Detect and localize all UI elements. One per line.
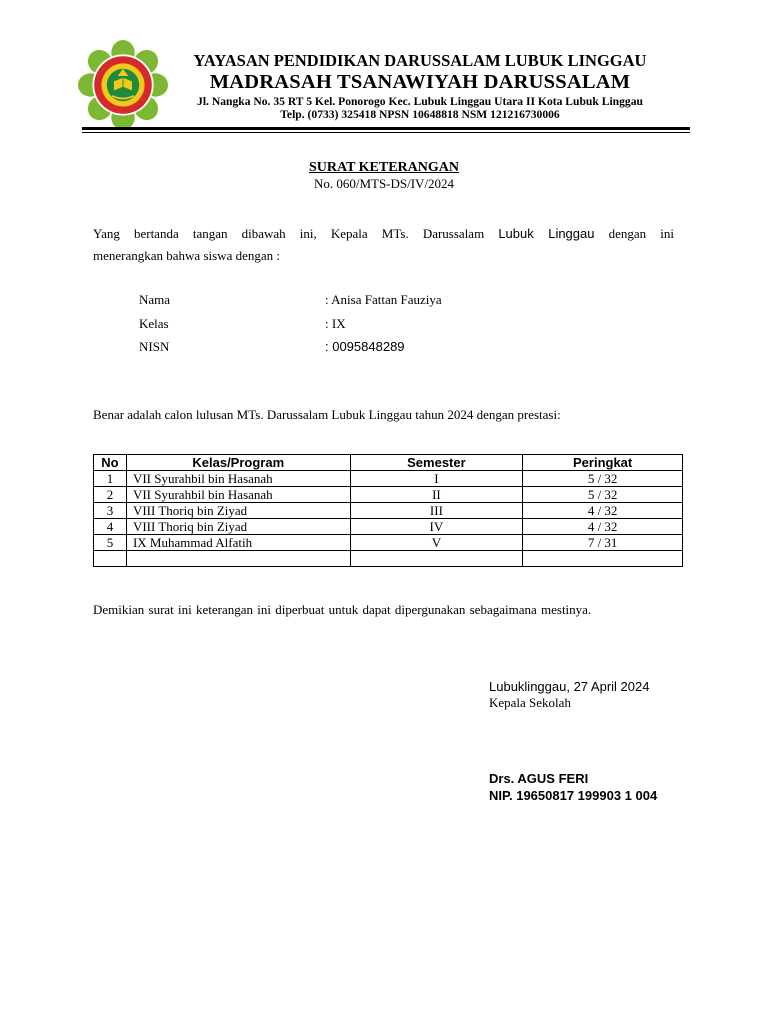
row-no: 4 <box>94 519 127 535</box>
school-name: MADRASAH TSANAWIYAH DARUSSALAM <box>209 71 631 93</box>
row-class: VIII Thoriq bin Ziyad <box>126 519 350 535</box>
name-label: Nama <box>139 292 171 307</box>
row-semester: V <box>350 535 523 551</box>
row-rank: 4 / 32 <box>523 503 683 519</box>
row-rank <box>523 551 683 567</box>
table-row <box>94 487 683 503</box>
header-class-program: Kelas/Program <box>126 455 350 471</box>
place-date: Lubuklinggau, 27 April 2024 <box>489 679 650 694</box>
row-semester <box>350 551 523 567</box>
header-no: No <box>94 455 127 471</box>
closing-paragraph: Demikian surat ini keterangan ini diperbuat untuk dapat dipergunakan sebagaimana mestinya. <box>93 602 592 617</box>
table-header-row <box>94 455 683 471</box>
class-label: Kelas <box>139 316 169 331</box>
row-rank: 7 / 31 <box>523 535 683 551</box>
row-rank: 5 / 32 <box>523 487 683 503</box>
letter-title: SURAT KETERANGAN <box>308 160 459 175</box>
row-class: VIII Thoriq bin Ziyad <box>126 503 350 519</box>
statement-paragraph: Benar adalah calon lulusan MTs. Darussalam Lubuk Linggau tahun 2024 dengan prestasi: <box>93 407 561 422</box>
nisn-value: : 0095848289 <box>325 339 405 354</box>
signer-role: Kepala Sekolah <box>489 695 571 710</box>
table-row <box>94 503 683 519</box>
table-row <box>94 519 683 535</box>
signer-name: Drs. AGUS FERI <box>489 771 589 786</box>
row-no: 5 <box>94 535 127 551</box>
class-value: : IX <box>325 316 346 331</box>
header-rank: Peringkat <box>523 455 683 471</box>
table-row-empty <box>94 551 683 567</box>
row-class: IX Muhammad Alfatih <box>126 535 350 551</box>
row-class <box>126 551 350 567</box>
school-emblem-icon <box>78 40 168 130</box>
foundation-name: YAYASAN PENDIDIKAN DARUSSALAM LUBUK LINGGAU <box>193 51 647 70</box>
intro-paragraph-line2: menerangkan bahwa siswa dengan : <box>93 248 280 263</box>
row-semester: III <box>350 503 523 519</box>
header-semester: Semester <box>350 455 523 471</box>
school-address: Jl. Nangka No. 35 RT 5 Kel. Ponorogo Kec. Lubuk Linggau Utara II Kota Lubuk Linggau <box>197 95 643 108</box>
row-semester: IV <box>350 519 523 535</box>
signer-nip: NIP. 19650817 199903 1 004 <box>489 788 658 803</box>
row-rank: 5 / 32 <box>523 471 683 487</box>
table-row <box>94 535 683 551</box>
intro-paragraph: Yang bertanda tangan dibawah ini, Kepala MTs. Darussalam Lubuk Linggau dengan ini <box>93 226 674 241</box>
row-class: VII Syurahbil bin Hasanah <box>126 471 350 487</box>
name-value: : Anisa Fattan Fauziya <box>325 292 442 307</box>
row-semester: II <box>350 487 523 503</box>
table-row <box>94 471 683 487</box>
row-no: 3 <box>94 503 127 519</box>
row-class: VII Syurahbil bin Hasanah <box>126 487 350 503</box>
achievement-table <box>93 454 683 567</box>
letterhead-divider-thin <box>82 132 690 133</box>
row-no <box>94 551 127 567</box>
row-no: 2 <box>94 487 127 503</box>
letter-number: No. 060/MTS-DS/IV/2024 <box>313 176 455 191</box>
row-semester: I <box>350 471 523 487</box>
nisn-label: NISN <box>139 339 170 354</box>
row-no: 1 <box>94 471 127 487</box>
row-rank: 4 / 32 <box>523 519 683 535</box>
school-contact: Telp. (0733) 325418 NPSN 10648818 NSM 121216730006 <box>280 108 560 121</box>
letterhead-divider-thick <box>82 127 690 130</box>
